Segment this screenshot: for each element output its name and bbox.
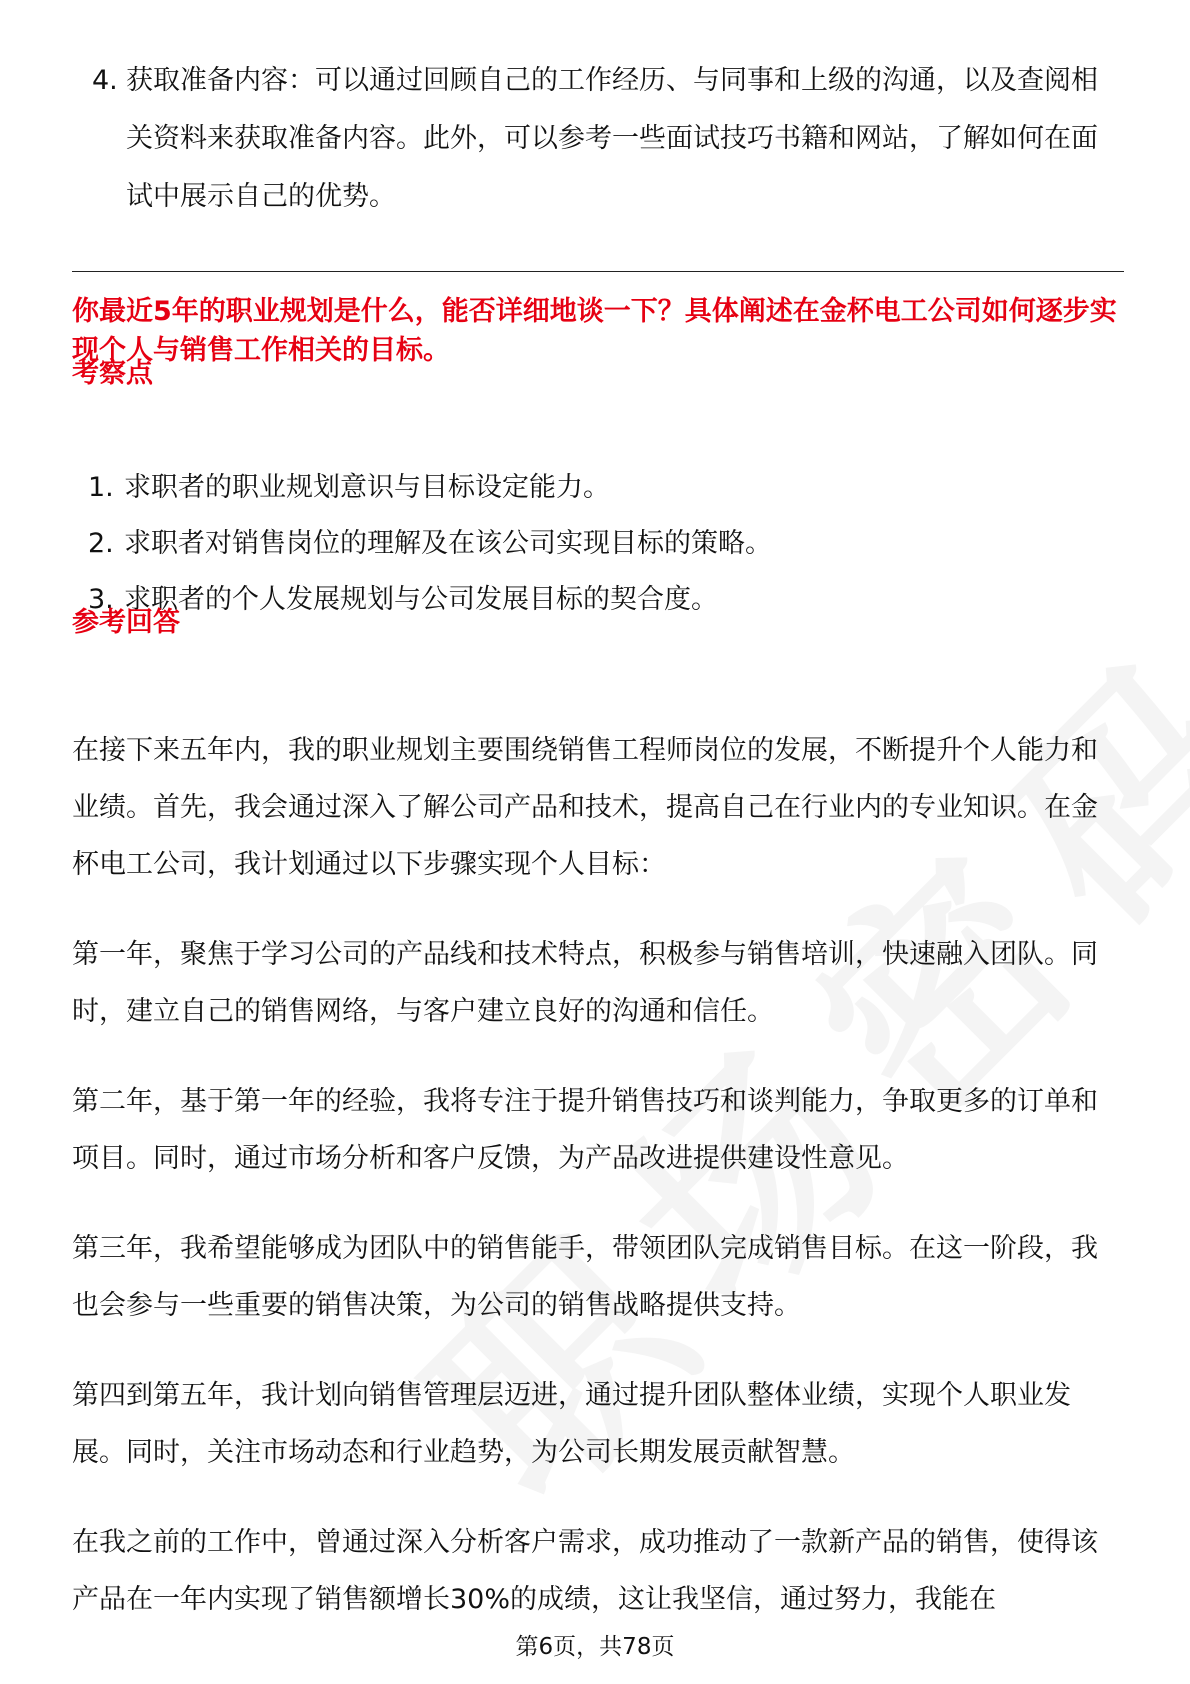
answer-paragraph: 第二年，基于第一年的经验，我将专注于提升销售技巧和谈判能力，争取更多的订单和项目。同时，通过市场分析和客户反馈，为产品改进提供建设性意见。 <box>72 1086 1098 1174</box>
reference-answer-body <box>72 722 1124 1661</box>
exam-point-item <box>88 572 1118 628</box>
exam-point-item <box>88 460 1118 516</box>
exam-point-text: 求职者的职业规划意识与目标设定能力。 <box>124 472 610 503</box>
answer-paragraph: 第一年，聚焦于学习公司的产品线和技术特点，积极参与销售培训，快速融入团队。同时，建立自己的销售网络，与客户建立良好的沟通和信任。 <box>72 939 1098 1027</box>
answer-paragraph: 在接下来五年内，我的职业规划主要围绕销售工程师岗位的发展，不断提升个人能力和业绩。首先，我会通过深入了解公司产品和技术，提高自己在行业内的专业知识。在金杯电工公司，我计划通过以下步骤实现个人目标： <box>72 735 1098 880</box>
answer-paragraph: 在我之前的工作中，曾通过深入分析客户需求，成功推动了一款新产品的销售，使得该产品在一年内实现了销售额增长30%的成绩，这让我坚信，通过努力，我能在 <box>72 1527 1098 1615</box>
interview-question: 你最近5年的职业规划是什么，能否详细地谈一下？具体阐述在金杯电工公司如何逐步实现个人与销售工作相关的目标。 <box>72 296 1117 366</box>
answer-paragraph: 第三年，我希望能够成为团队中的销售能手，带领团队完成销售目标。在这一阶段，我也会参与一些重要的销售决策，为公司的销售战略提供支持。 <box>72 1233 1098 1321</box>
exam-points-list <box>88 460 1118 628</box>
page-number: 第6页，共78页 <box>515 1634 675 1660</box>
previous-list-item <box>92 52 1122 226</box>
exam-point-number: 2. <box>88 528 114 559</box>
exam-point-number: 3. <box>88 584 114 615</box>
reference-answer-title: 参考回答 <box>72 607 180 638</box>
exam-point-text: 求职者的个人发展规划与公司发展目标的契合度。 <box>124 584 718 615</box>
exam-point-item <box>88 516 1118 572</box>
section-divider <box>72 271 1124 272</box>
exam-points-title: 考察点 <box>72 358 153 389</box>
exam-point-number: 1. <box>88 472 114 503</box>
answer-paragraph: 第四到第五年，我计划向销售管理层迈进，通过提升团队整体业绩，实现个人职业发展。同时，关注市场动态和行业趋势，为公司长期发展贡献智慧。 <box>72 1380 1071 1468</box>
list-item-number: 4. <box>92 65 118 96</box>
exam-point-text: 求职者对销售岗位的理解及在该公司实现目标的策略。 <box>124 528 772 559</box>
list-item-text: 获取准备内容：可以通过回顾自己的工作经历、与同事和上级的沟通，以及查阅相关资料来获取准备内容。此外，可以参考一些面试技巧书籍和网站，了解如何在面试中展示自己的优势。 <box>126 65 1098 212</box>
